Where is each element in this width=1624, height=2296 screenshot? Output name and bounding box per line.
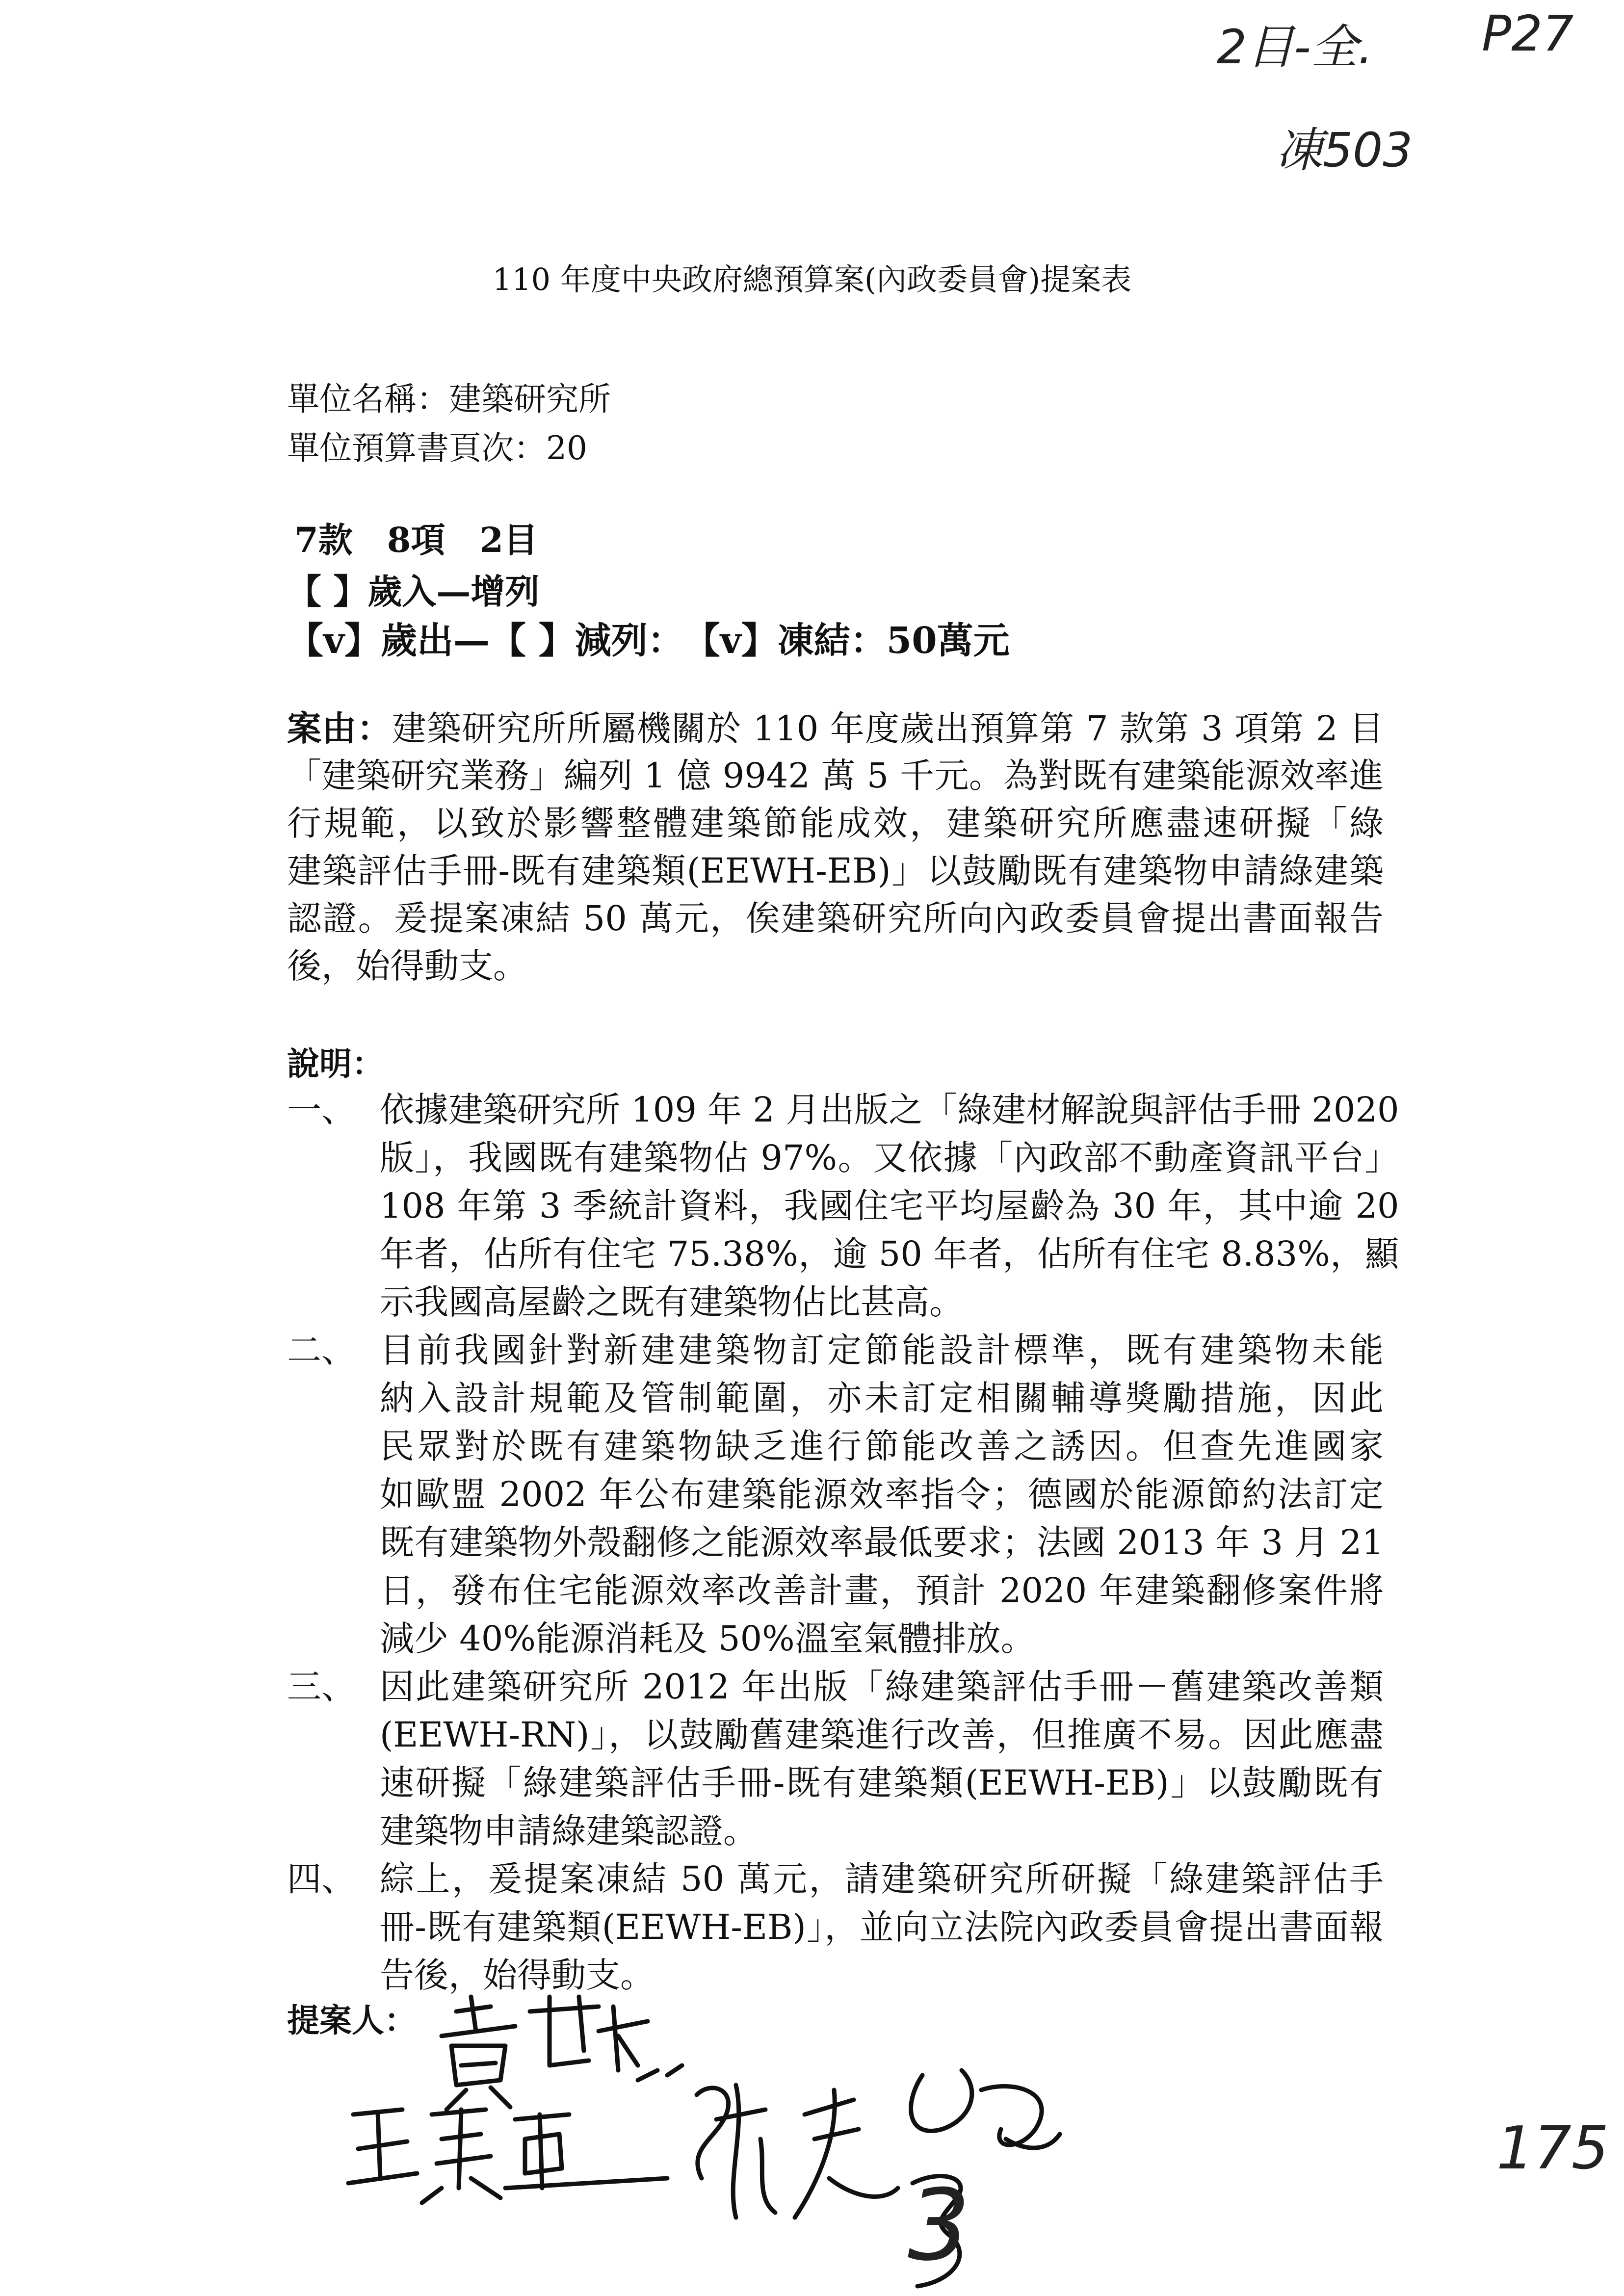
reason-line [287, 895, 1384, 942]
signature-1 [442, 1997, 682, 2110]
page-title: 110 年度中央政府總預算案(內政委員會)提案表 [492, 261, 1132, 297]
item-line: 108 年第 3 季統計資料，我國住宅平均屋齡為 30 年，其中逾 20 [380, 1186, 1399, 1226]
item-line: 民眾對於既有建築物缺乏進行節能改善之誘因。但查先進國家 [380, 1426, 1384, 1466]
item-line: 綜上，爰提案凍結 50 萬元，請建築研究所研擬「綠建築評估手 [380, 1859, 1384, 1899]
handwritten-page-count: 175 [1496, 2114, 1609, 2183]
reason-line-text: 認證。爰提案凍結 50 萬元，俟建築研究所向內政委員會提出書面報告 [287, 898, 1384, 939]
reason-line-text: 建築評估手冊-既有建築類(EEWH-EB)」以鼓勵既有建築物申請綠建築 [287, 851, 1384, 891]
explanation-list [287, 1086, 1399, 1999]
item-line: 納入設計規範及管制範圍，亦未訂定相關輔導獎勵措施，因此 [380, 1378, 1384, 1418]
handwritten-signer-count: 3 [908, 2168, 970, 2283]
budget-page-number: 單位預算書頁次：20 [287, 429, 587, 467]
reason-section [287, 704, 1384, 990]
item-line: 目前我國針對新建建築物訂定節能設計標準，既有建築物未能 [380, 1330, 1384, 1370]
reason-line [287, 752, 1384, 800]
item-line: 因此建築研究所 2012 年出版「綠建築評估手冊－舊建築改善類 [380, 1667, 1384, 1707]
item-line: 年者，佔所有住宅 75.38%，逾 50 年者，佔所有住宅 8.83%，顯 [380, 1234, 1399, 1274]
revenue-line: 【 】歲入—增列 [287, 571, 540, 612]
handwritten-freeze-number: 凍503 [1276, 123, 1413, 178]
item-line: 依據建築研究所 109 年 2 月出版之「綠建材解說與評估手冊 2020 [380, 1090, 1399, 1130]
item-code: 7款 8項 2目 [294, 520, 538, 560]
explanation-item [287, 1855, 1384, 1999]
explanation-item [287, 1086, 1399, 1326]
unit-name: 單位名稱：建築研究所 [287, 380, 611, 418]
item-line: 日，發布住宅能源效率改善計畫，預計 2020 年建築翻修案件將 [380, 1570, 1384, 1611]
item-text [380, 1086, 1399, 1326]
item-line: (EEWH-RN)」，以鼓勵舊建築進行改善，但推廣不易。因此應盡 [380, 1715, 1384, 1755]
reason-line-text: 建築研究所所屬機關於 110 年度歲出預算第 7 款第 3 項第 2 目 [392, 708, 1384, 749]
handwritten-page-ref: P27 [1482, 5, 1574, 62]
item-line: 建築物申請綠建築認證。 [380, 1811, 758, 1851]
reason-line-text: 後，始得動支。 [287, 946, 527, 986]
proposer-label: 提案人： [287, 2001, 417, 2039]
reason-line [287, 800, 1384, 847]
item-line: 冊-既有建築類(EEWH-EB)」，並向立法院內政委員會提出書面報 [380, 1907, 1384, 1947]
item-line: 速研擬「綠建築評估手冊-既有建築類(EEWH-EB)」以鼓勵既有 [380, 1763, 1384, 1803]
item-line: 告後，始得動支。 [380, 1955, 655, 1995]
reason-line [287, 704, 1384, 752]
item-line: 減少 40%能源消耗及 50%溫室氣體排放。 [380, 1618, 1035, 1659]
reason-line [287, 942, 1384, 990]
item-number: 四、 [287, 1859, 356, 1899]
handwritten-top-note: 2目-全. [1217, 20, 1373, 75]
item-number: 三、 [287, 1667, 356, 1707]
item-line: 版」，我國既有建築物佔 97%。又依據「內政部不動產資訊平台」 [380, 1138, 1399, 1178]
explanation-item [287, 1326, 1384, 1663]
explanation-item [287, 1663, 1384, 1855]
reason-line [287, 847, 1384, 895]
reason-line-text: 「建築研究業務」編列 1 億 9942 萬 5 千元。為對既有建築能源效率進 [287, 756, 1384, 796]
item-number: 二、 [287, 1330, 356, 1370]
item-text [380, 1326, 1384, 1663]
signature-2 [348, 2110, 667, 2203]
item-text [380, 1855, 1384, 1999]
signature-3 [697, 2070, 1060, 2286]
item-text [380, 1663, 1384, 1855]
reason-label: 案由： [287, 708, 392, 749]
item-line: 既有建築物外殼翻修之能源效率最低要求；法國 2013 年 3 月 21 [380, 1522, 1384, 1563]
reason-line-text: 行規範，以致於影響整體建築節能成效，建築研究所應盡速研擬「綠 [287, 803, 1384, 843]
item-line: 示我國高屋齡之既有建築物佔比甚高。 [380, 1282, 964, 1322]
explanation-label: 說明： [287, 1044, 384, 1083]
item-line: 如歐盟 2002 年公布建築能源效率指令；德國於能源節約法訂定 [380, 1474, 1384, 1514]
item-number: 一、 [287, 1090, 356, 1130]
expense-freeze-line: 【v】歲出—【 】減列： 【v】凍結：50萬元 [287, 620, 1010, 662]
